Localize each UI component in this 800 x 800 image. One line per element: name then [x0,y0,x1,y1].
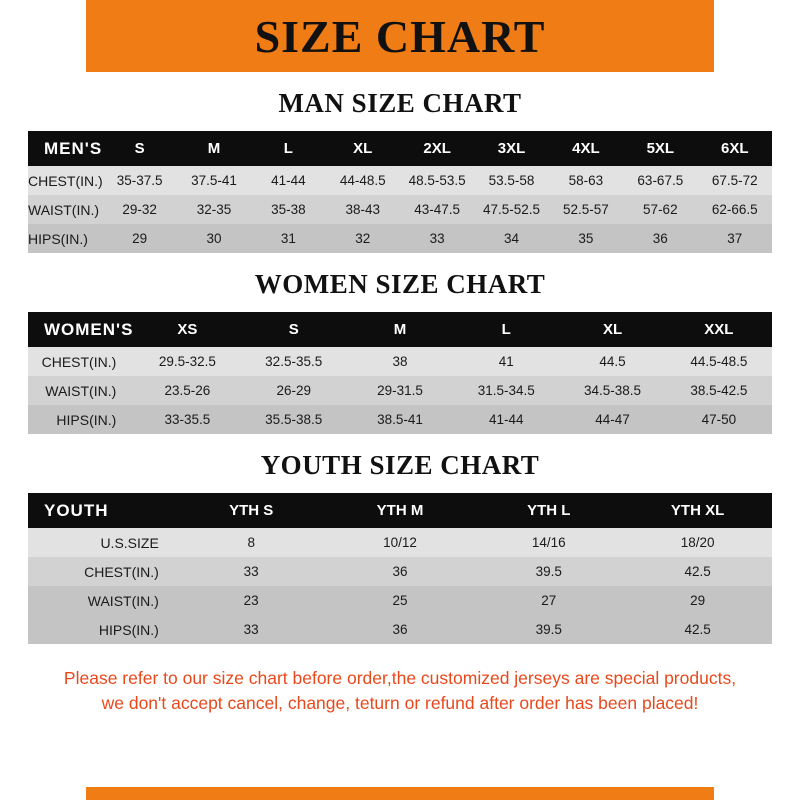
table-cell: 38.5-41 [347,405,453,434]
women-section [0,269,800,434]
order-policy-note [20,666,780,717]
table-cell: 36 [326,557,475,586]
table-cell: 39.5 [474,557,623,586]
table-cell: 26-29 [241,376,347,405]
table-cell: 63-67.5 [623,166,697,195]
table-cell: 57-62 [623,195,697,224]
table-header-cell: YTH L [474,493,623,528]
row-label: CHEST(IN.) [28,557,177,586]
table-cell: 37 [698,224,772,253]
table-header-cell: XXL [666,312,772,347]
table-cell: 8 [177,528,326,557]
table-cell: 36 [623,224,697,253]
table-row [28,528,772,557]
table-cell: 62-66.5 [698,195,772,224]
table-row [28,586,772,615]
table-header-cell: YTH XL [623,493,772,528]
table-cell: 38-43 [326,195,400,224]
table-cell: 34 [474,224,548,253]
table-cell: 33 [177,557,326,586]
table-cell: 44-48.5 [326,166,400,195]
table-cell: 10/12 [326,528,475,557]
table-header-cell: 6XL [698,131,772,166]
table-cell: 41 [453,347,559,376]
table-header-cell: XL [326,131,400,166]
table-row [28,376,772,405]
row-label: CHEST(IN.) [28,347,134,376]
table-row [28,615,772,644]
page-banner [0,0,800,72]
table-header-cell: L [251,131,325,166]
table-row [28,557,772,586]
table-cell: 29-32 [102,195,176,224]
table-cell: 35.5-38.5 [241,405,347,434]
table-header-cell: YOUTH [28,493,177,528]
table-header-row [28,312,772,347]
table-cell: 52.5-57 [549,195,623,224]
table-cell: 44.5-48.5 [666,347,772,376]
table-cell: 39.5 [474,615,623,644]
table-cell: 47-50 [666,405,772,434]
table-cell: 35 [549,224,623,253]
table-cell: 32.5-35.5 [241,347,347,376]
table-cell: 36 [326,615,475,644]
note-line-1: Please refer to our size chart before order,the customized jerseys are special products, [63,668,737,688]
bottom-accent-bar [0,787,800,800]
row-label: HIPS(IN.) [28,224,102,253]
table-row [28,405,772,434]
table-cell: 18/20 [623,528,772,557]
table-cell: 33 [400,224,474,253]
table-cell: 35-38 [251,195,325,224]
table-cell: 38 [347,347,453,376]
table-header-cell: 3XL [474,131,548,166]
table-header-cell: MEN'S [28,131,102,166]
youth-section [0,450,800,644]
table-row [28,166,772,195]
note-line-2: we don't accept cancel, change, teturn or refund after order has been placed! [101,693,699,714]
table-header-cell: YTH M [326,493,475,528]
table-cell: 53.5-58 [474,166,548,195]
table-cell: 32-35 [177,195,251,224]
row-label: WAIST(IN.) [28,195,102,224]
row-label: WAIST(IN.) [28,376,134,405]
table-cell: 23.5-26 [134,376,240,405]
table-cell: 32 [326,224,400,253]
men-section [0,88,800,253]
table-cell: 34.5-38.5 [559,376,665,405]
table-cell: 43-47.5 [400,195,474,224]
table-cell: 58-63 [549,166,623,195]
table-header-cell: S [241,312,347,347]
table-header-row [28,131,772,166]
table-cell: 35-37.5 [102,166,176,195]
table-row [28,195,772,224]
table-cell: 29 [623,586,772,615]
table-cell: 23 [177,586,326,615]
table-header-cell: 4XL [549,131,623,166]
table-cell: 33 [177,615,326,644]
table-cell: 44-47 [559,405,665,434]
row-label: CHEST(IN.) [28,166,102,195]
men-section-title: MAN SIZE CHART [278,88,522,118]
table-cell: 48.5-53.5 [400,166,474,195]
table-cell: 41-44 [453,405,559,434]
table-header-cell: WOMEN'S [28,312,134,347]
table-header-cell: M [347,312,453,347]
table-cell: 44.5 [559,347,665,376]
men-size-table [28,131,772,253]
youth-size-table [28,493,772,644]
table-header-cell: XL [559,312,665,347]
youth-section-title: YOUTH SIZE CHART [260,450,540,480]
table-cell: 42.5 [623,615,772,644]
table-cell: 29 [102,224,176,253]
table-cell: 37.5-41 [177,166,251,195]
page-title: SIZE CHART [254,10,546,62]
table-header-cell: 5XL [623,131,697,166]
table-cell: 47.5-52.5 [474,195,548,224]
women-size-table [28,312,772,434]
table-cell: 31.5-34.5 [453,376,559,405]
table-header-cell: M [177,131,251,166]
table-header-cell: XS [134,312,240,347]
table-header-cell: 2XL [400,131,474,166]
table-header-cell: S [102,131,176,166]
row-label: HIPS(IN.) [28,615,177,644]
table-cell: 14/16 [474,528,623,557]
table-header-row [28,493,772,528]
table-cell: 42.5 [623,557,772,586]
row-label: HIPS(IN.) [28,405,134,434]
table-cell: 67.5-72 [698,166,772,195]
table-cell: 38.5-42.5 [666,376,772,405]
table-cell: 29.5-32.5 [134,347,240,376]
table-row [28,347,772,376]
table-header-cell: L [453,312,559,347]
table-cell: 33-35.5 [134,405,240,434]
table-row [28,224,772,253]
table-cell: 27 [474,586,623,615]
row-label: WAIST(IN.) [28,586,177,615]
table-cell: 29-31.5 [347,376,453,405]
table-cell: 41-44 [251,166,325,195]
table-cell: 25 [326,586,475,615]
row-label: U.S.SIZE [28,528,177,557]
table-cell: 31 [251,224,325,253]
women-section-title: WOMEN SIZE CHART [254,269,546,299]
table-header-cell: YTH S [177,493,326,528]
table-cell: 30 [177,224,251,253]
